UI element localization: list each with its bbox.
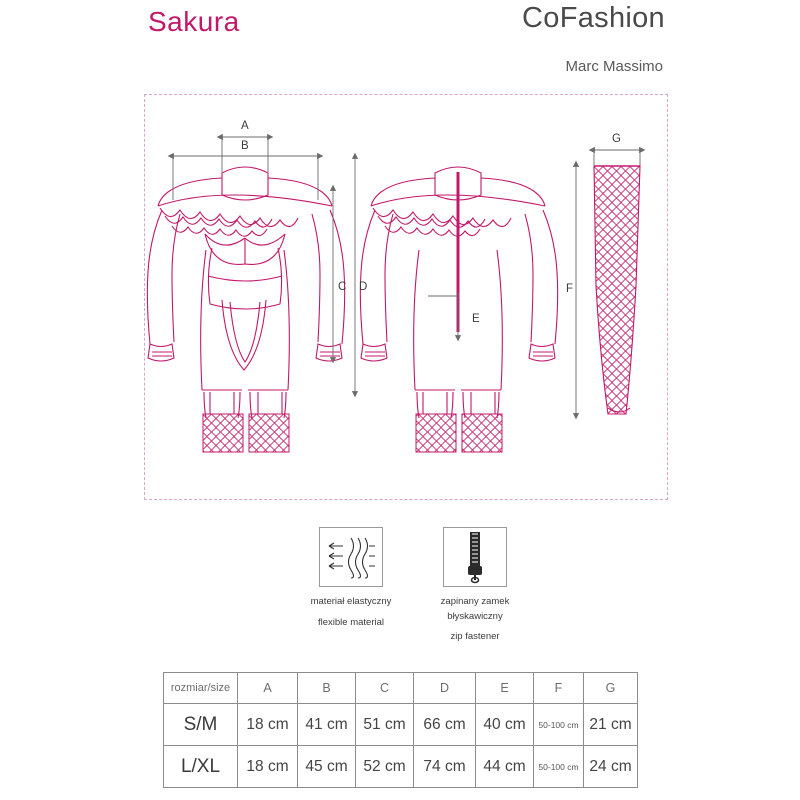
cell-b: 41 cm: [298, 704, 356, 746]
table-row: [164, 704, 638, 746]
dimension-label-f: F: [566, 283, 574, 295]
legend-item-flexible-material: [296, 527, 406, 630]
legend-caption-en: flexible material: [318, 616, 384, 628]
legend: [296, 527, 536, 643]
cell-a: 18 cm: [238, 704, 298, 746]
column-header-g: G: [584, 673, 638, 704]
column-header-d: D: [414, 673, 476, 704]
cell-c: 51 cm: [356, 704, 414, 746]
cell-e: 44 cm: [476, 746, 534, 788]
product-name: Sakura: [148, 6, 240, 37]
legend-caption-en: zip fastener: [450, 631, 500, 643]
dimension-label-d: D: [359, 281, 368, 293]
cell-d: 74 cm: [414, 746, 476, 788]
column-header-e: E: [476, 673, 534, 704]
column-header-a: A: [238, 673, 298, 704]
diagram-frame: [144, 94, 668, 500]
column-header-c: C: [356, 673, 414, 704]
stretch-arrows-icon: [319, 527, 383, 587]
dimension-label-g: G: [612, 133, 621, 145]
legend-caption-pl-line2: błyskawiczny: [447, 610, 503, 622]
cell-b: 45 cm: [298, 746, 356, 788]
dimension-label-a: A: [241, 120, 249, 132]
legend-item-zip-fastener: [414, 527, 536, 645]
dimension-label-c: C: [338, 281, 347, 293]
cell-c: 52 cm: [356, 746, 414, 788]
zipper-icon: [443, 527, 507, 587]
cell-f: 50-100 cm: [534, 746, 584, 788]
column-header-b: B: [298, 673, 356, 704]
size-table-wrapper: [163, 672, 637, 788]
column-header-f: F: [534, 673, 584, 704]
legend-caption-pl: materiał elastyczny: [310, 596, 392, 607]
row-size-label: L/XL: [164, 746, 238, 788]
dimension-label-e: E: [472, 313, 480, 325]
cell-g: 24 cm: [584, 746, 638, 788]
cell-d: 66 cm: [414, 704, 476, 746]
cell-a: 18 cm: [238, 746, 298, 788]
cell-e: 40 cm: [476, 704, 534, 746]
size-table: [163, 672, 638, 788]
table-row: [164, 746, 638, 788]
dimension-label-b: B: [241, 140, 249, 152]
designer-name: Marc Massimo: [565, 58, 663, 75]
legend-caption-pl-line1: zapinany zamek: [440, 596, 510, 607]
cell-g: 21 cm: [584, 704, 638, 746]
cell-f: 50-100 cm: [534, 704, 584, 746]
column-header-size: rozmiar/size: [164, 673, 238, 704]
table-header-row: [164, 673, 638, 704]
brand-name: CoFashion: [522, 2, 665, 34]
row-size-label: S/M: [164, 704, 238, 746]
